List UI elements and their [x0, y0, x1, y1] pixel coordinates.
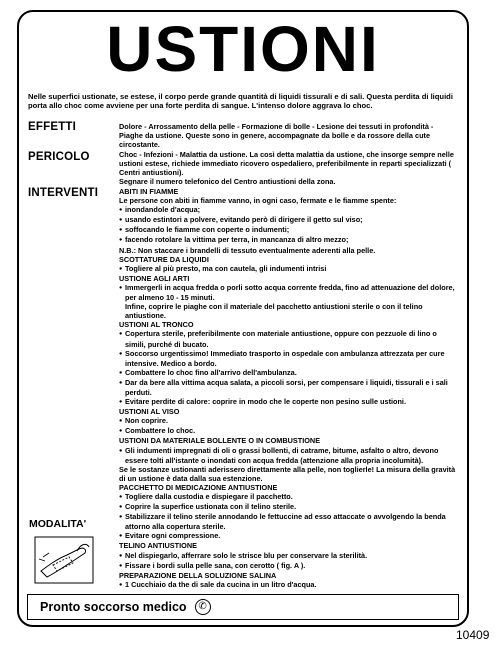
- effetti-text: Dolore - Arrossamento della pelle - Formazione di bolle - Lesione dei tessuti in profondità - Piaghe da ustione. Queste sono in genere, accompagnate da bolle e da rossore della cute circostante.: [119, 122, 434, 150]
- bullet-item: ● Togliere al più presto, ma con cautela, gli indumenti intrisi: [119, 264, 457, 274]
- bullet-item: ● inondandole d'acqua;: [119, 205, 457, 215]
- bullet-item: ● Gli indumenti impregnati di oli o grassi bollenti, di catrame, bitume, asfalto o altro, devono essere tolti all'istante o inondati con acqua fredda (attenzione alla propria incolumità).: [119, 446, 457, 465]
- sign-title: USTIONI: [106, 13, 380, 85]
- heading-scottature: SCOTTATURE DA LIQUIDI: [119, 254, 209, 264]
- bandage-arm-illustration: [33, 535, 95, 585]
- heading-ustioni-tronco: USTIONI AL TRONCO: [119, 320, 194, 330]
- bullet-item: ● Coprire la superfice ustionata con il telino sterile.: [119, 502, 457, 512]
- interventi-label: INTERVENTI: [28, 187, 99, 199]
- bullet-item: ● Fissare i bordi sulla pelle sana, con cerotto ( fig. A ).: [119, 561, 457, 571]
- paragraph: Le persone con abiti in fiamme vanno, in ogni caso, fermate e le fiamme spente:: [119, 196, 397, 206]
- phone-icon: ✆: [195, 599, 211, 615]
- bullet-item: ● Togliere dalla custodia e dispiegare il pacchetto.: [119, 492, 457, 502]
- bullet-item: ● facendo rotolare la vittima per terra, in mancanza di altro mezzo;: [119, 235, 457, 245]
- footer-box: [27, 594, 459, 620]
- pericolo-text-2: Segnare il numero telefonico del Centro antiustioni della zona.: [119, 177, 336, 187]
- bullet-item: ● Non coprire.: [119, 416, 457, 426]
- bullet-item: ● Stabilizzare il telino sterile annodando le fettuccine ad esso attaccate o avvolgendo la benda attorno alla copertura sterile.: [119, 512, 457, 531]
- product-code: 10409: [456, 628, 490, 642]
- bullet-item: ● 1 Cucchiaio da the di sale da cucina in un litro d'acqua.: [119, 580, 457, 590]
- bullet-item: ● Evitare perdite di calore: coprire in modo che le coperte non pesino sulle ustioni.: [119, 397, 457, 407]
- bullet-item: ● Copertura sterile, preferibilmente con materiale antiustione, oppure con pezzuole di lino o simili, purché di bucato.: [119, 329, 457, 348]
- bullet-item: ● Combattere lo choc.: [119, 426, 457, 436]
- paragraph: Infine, coprire le piaghe con il materiale del pacchetto antiustioni sterile o con il telino antiustione.: [125, 302, 423, 321]
- bullet-item: ● Evitare ogni compressione.: [119, 531, 457, 541]
- interventi-block: [119, 187, 457, 590]
- pericolo-label: PERICOLO: [28, 151, 90, 163]
- bullet-item: ● Nel dispiegarlo, afferrare solo le strisce blu per conservare la sterilità.: [119, 551, 457, 561]
- bullet-item: ● Soccorso urgentissimo! Immediato trasporto in ospedale con ambulanza attrezzata per cure intensive. Medico a bordo.: [119, 349, 457, 368]
- burns-sign: [17, 10, 469, 627]
- heading-materiale-bollente: USTIONI DA MATERIALE BOLLENTE O IN COMBUSTIONE: [119, 436, 321, 446]
- heading-soluzione-salina: PREPARAZIONE DELLA SOLUZIONE SALINA: [119, 570, 277, 580]
- heading-pacchetto: PACCHETTO DI MEDICAZIONE ANTIUSTIONE: [119, 482, 278, 492]
- pericolo-block: [119, 150, 457, 186]
- bullet-item: ● Combattere lo choc fino all'arrivo dell'ambulanza.: [119, 368, 457, 378]
- effetti-label: EFFETTI: [28, 121, 77, 133]
- bullet-item: ● soffocando le fiamme con coperte o indumenti;: [119, 225, 457, 235]
- heading-telino: TELINO ANTIUSTIONE: [119, 541, 197, 551]
- heading-ustioni-viso: USTIONI AL VISO: [119, 407, 180, 417]
- pericolo-text: Choc - Infezioni - Malattia da ustione. La così detta malattia da ustione, che insorge sempre nelle ustioni estese, richiede immediato ricovero ospedaliero, preferibilmente in reparti specializzati ( Centri antiustioni).: [119, 150, 454, 178]
- paragraph: Se le sostanze ustionanti aderissero direttamente alla pelle, non toglierle! La misura della gravità di un ustione è data dalla sua estenzione.: [119, 464, 456, 483]
- bullet-item: ● Dar da bere alla vittima acqua salata, a piccoli sorsi, per compensare i liquidi, tissurali e i sali perduti.: [119, 378, 457, 397]
- bullet-item: ● usando estintori a polvere, evitando però di dirigere il getto sul viso;: [119, 215, 457, 225]
- footer-label: Pronto soccorso medico: [40, 600, 187, 614]
- bullet-item: ● Immergerli in acqua fredda o porli sotto acqua corrente fredda, fino ad attenuazione del dolore, per almeno 10 - 15 minuti.: [119, 283, 457, 302]
- note: N.B.: Non staccare i brandelli di tessuto eventualmente aderenti alla pelle.: [119, 245, 376, 255]
- heading-ustione-arti: USTIONE AGLI ARTI: [119, 273, 190, 283]
- modalita-label: MODALITA': [29, 518, 87, 530]
- intro-text: Nelle superfici ustionate, se estese, il corpo perde grande quantità di liquidi tissurali e di sali. Questa perdita di liquidi porta allo choc come avviene per una forte perdita di sangue. L'intenso dolore aggrava lo choc.: [28, 92, 453, 111]
- heading-abiti-in-fiamme: ABITI IN FIAMME: [119, 187, 179, 196]
